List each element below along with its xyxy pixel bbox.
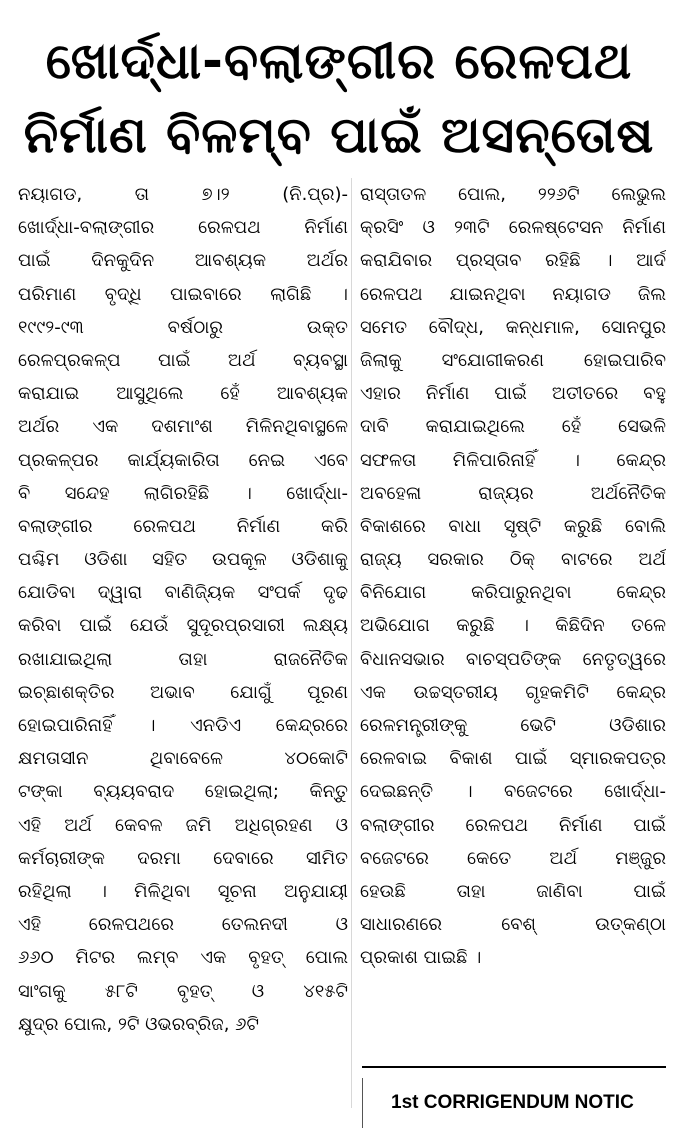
article-line: ହେଉଛି ତାହା ଜାଣିବା ପାଇଁ <box>360 880 666 902</box>
article-line: ଅର୍ଥର ଏକ ଦଶମାଂଶ ମିଳିନଥିବାସ୍ଥଳେ <box>18 416 348 438</box>
article-line: ଏହି ରେଳପଥରେ ତେଲନଦୀ ଓ <box>18 914 348 936</box>
article-line: ପ୍ରକାଶ ପାଇଛି । <box>360 947 482 969</box>
article-line: ରେଳପ୍ରକଳ୍ପ ପାଇଁ ଅର୍ଥ ବ୍ୟବସ୍ଥା <box>18 349 348 371</box>
article-line: କର୍ମଚାରୀଙ୍କ ଦରମା ଦେବାରେ ସୀମିତ <box>18 847 348 869</box>
article-line: ସଫଳତା ମିଳିପାରିନାହିଁ । କେନ୍ଦ୍ର <box>360 449 666 471</box>
article-line: ରାଜ୍ୟ ସରକାର ଠିକ୍ ବାଟରେ ଅର୍ଥ <box>360 549 666 571</box>
headline-line-2: ନିର୍ମାଣ ବିଳମ୍ବ ପାଇଁ ଅସନ୍ତୋଷ <box>23 106 655 164</box>
article-line: ରେଳପଥ ଯାଇନଥିବା ନୟାଗଡ ଜିଲ <box>360 283 666 305</box>
article-line: ଏକ ଉଚ୍ଚସ୍ତରୀୟ ଗୃହକମିଟି କେନ୍ଦ୍ର <box>360 681 666 703</box>
article-line: ଟଙ୍କା ବ୍ୟୟବରାଦ ହୋଇଥିଲା; କିନ୍ତୁ <box>18 781 348 803</box>
article-line: ପାଇଁ ଦିନକୁଦିନ ଆବଶ୍ୟକ ଅର୍ଥର <box>18 250 348 272</box>
article-line: ଇଚ୍ଛାଶକ୍ତିର ଅଭାବ ଯୋଗୁଁ ପୂରଣ <box>18 681 348 703</box>
article-line: ସାଧାରଣରେ ବେଶ୍ ଉତ୍କଣ୍ଠା <box>360 914 666 936</box>
article-line: ପରିମାଣ ବୃଦ୍ଧି ପାଇବାରେ ଲାଗିଛି । <box>18 283 348 305</box>
article-line: ସମେତ ବୌଦ୍ଧ, କନ୍ଧମାଳ, ସୋନପୁର <box>360 316 666 338</box>
article-line: ରେଳମନ୍ତ୍ରୀଙ୍କୁ ଭେଟି ଓଡିଶାର <box>360 715 666 736</box>
article-line: ରଖାଯାଇଥିଲା ତାହା ରାଜନୈତିକ <box>18 648 348 670</box>
article-line: ୬୬୦ ମିଟର ଲମ୍ବ ଏକ ବୃହତ୍ ପୋଲ <box>18 947 348 969</box>
article-line: ବଲାଙ୍ଗୀର ରେଳପଥ ନିର୍ମାଣ କରି <box>18 515 348 537</box>
article-line: ବି ସନ୍ଦେହ ଲାଗିରହିଛି । ଖୋର୍ଦ୍ଧା- <box>18 482 348 504</box>
article-line: ବଜେଟରେ କେତେ ଅର୍ଥ ମଞ୍ଜୁର <box>360 847 666 869</box>
article-line: ଏହି ଅର୍ଥ କେବଳ ଜମି ଅଧିଗ୍ରହଣ ଓ <box>18 814 348 836</box>
article-line: କ୍ରସିଂ ଓ ୨୩ଟି ରେଳଷ୍ଟେସନ ନିର୍ମାଣ <box>360 217 666 239</box>
article-line: କ୍ଷମତାସୀନ ଥିବାବେଳେ ୪୦କୋଟି <box>18 748 348 770</box>
article-line: ଅଭିଯୋଗ କରୁଛି । କିଛିଦିନ ତଳେ <box>360 615 666 637</box>
article-line: ହୋଇପାରିନାହିଁ । ଏନଡିଏ କେନ୍ଦ୍ରରେ <box>18 715 348 736</box>
article-line: କରିବା ପାଇଁ ଯେଉଁ ସୁଦୂରପ୍ରସାରୀ ଲକ୍ଷ୍ୟ <box>18 615 348 637</box>
article-line: ଏହାର ନିର୍ମାଣ ପାଇଁ ଅତୀତରେ ବହୁ <box>360 383 666 405</box>
article-line: ରେଳବାଇ ବିକାଶ ପାଇଁ ସ୍ମାରକପତ୍ର <box>360 748 666 770</box>
article-line: କରାଯିବାର ପ୍ରସ୍ତାବ ରହିଛି । ଆର୍ଦ <box>360 250 666 272</box>
article-line: ରହିଥିଲା । ମିଳିଥିବା ସୂଚନା ଅନୁଯାୟୀ <box>18 880 348 902</box>
article-line: ବିଧାନସଭାର ବାଚସ୍ପତିଙ୍କ ନେତୃତ୍ୱରେ <box>360 648 666 670</box>
notice-title: 1st CORRIGENDUM NOTIC <box>391 1092 634 1113</box>
article-line: ଖୋର୍ଦ୍ଧା-ବଲାଙ୍ଗୀର ରେଳପଥ ନିର୍ମାଣ <box>18 217 348 239</box>
article-line: ପ୍ରକଳ୍ପର କାର୍ଯ୍ୟକାରିତା ନେଇ ଏବେ <box>18 449 348 471</box>
article-line: ୧୯୯୨-୯୩ ବର୍ଷଠାରୁ ଉକ୍ତ <box>18 316 348 338</box>
column-divider <box>351 178 352 1108</box>
article-line: ବିକାଶରେ ବାଧା ସୃଷ୍ଟି କରୁଛି ବୋଲି <box>360 515 666 537</box>
article-left-column <box>18 178 348 1041</box>
article-line: ବଲାଙ୍ଗୀର ରେଳପଥ ନିର୍ମାଣ ପାଇଁ <box>360 814 666 836</box>
article-line: ପଶ୍ଚିମ ଓଡିଶା ସହିତ ଉପକୂଳ ଓଡିଶାକୁ <box>18 549 348 571</box>
article-line: ଅବହେଳା ରାଜ୍ୟର ଅର୍ଥନୈତିକ <box>360 482 666 504</box>
article-line: କ୍ଷୁଦ୍ର ପୋଲ, ୨ଟି ଓଭରବ୍ରିଜ, ୬ଟି <box>18 1013 259 1035</box>
article-line: ନୟାଗଡ, ତା ୭।୨ (ନି.ପ୍ର)- <box>18 184 348 205</box>
article-line: ଦେଇଛନ୍ତି । ବଜେଟରେ ଖୋର୍ଦ୍ଧା- <box>360 781 666 803</box>
headline-line-1: ଖୋର୍ଦ୍ଧା-ବଲାଙ୍ଗୀର ରେଳପଥ <box>45 32 633 90</box>
article-line: ଦାବି କରାଯାଇଥିଲେ ହେଁ ସେଭଳି <box>360 416 666 438</box>
article-line: କରାଯାଇ ଆସୁଥିଲେ ହେଁ ଆବଶ୍ୟକ <box>18 383 348 405</box>
article-line: ଯୋଡିବା ଦ୍ୱାରା ବାଣିଜ୍ୟିକ ସଂପର୍କ ଦୃଢ <box>18 582 348 604</box>
article-line: ବିନିଯୋଗ କରିପାରୁନଥିବା କେନ୍ଦ୍ର <box>360 582 666 604</box>
article-right-column <box>360 178 666 975</box>
article-line: ସାଂଗକୁ ୫୮ଟି ବୃହତ୍ ଓ ୪୧୫ଟି <box>18 980 348 1002</box>
article-line: ରାସ୍ତାତଳ ପୋଲ, ୨୨୬ଟି ଲେଭୁଲ <box>360 184 666 205</box>
notice-divider <box>362 1066 666 1068</box>
article-line: ଜିଲାକୁ ସଂଯୋଗୀକରଣ ହୋଇପାରିବ <box>360 349 666 371</box>
corrigendum-notice <box>362 1078 667 1128</box>
